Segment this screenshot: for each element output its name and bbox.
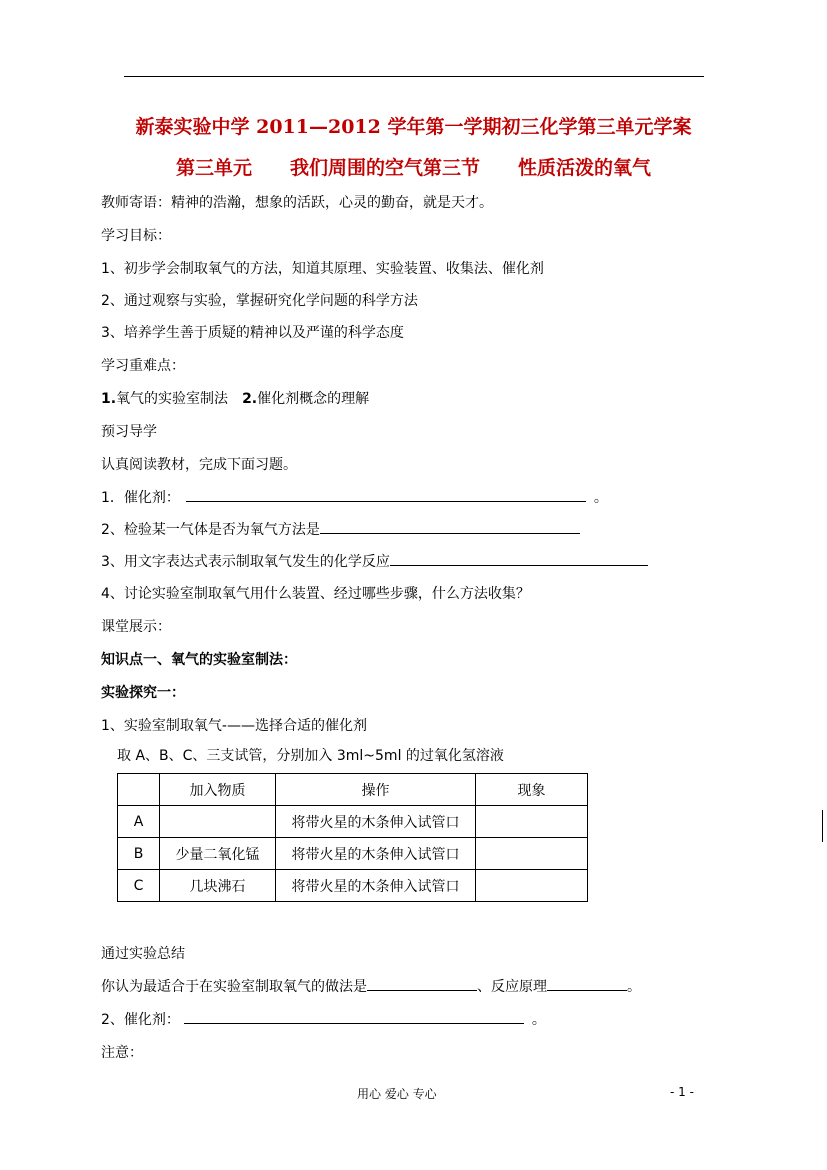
summary-part-c: 。 <box>627 979 641 995</box>
table-cell <box>476 870 588 902</box>
difficulty-num-2: 2. <box>242 391 258 407</box>
class-heading: 课堂展示： <box>101 619 171 635</box>
table-cell: 将带火星的木条伸入试管口 <box>276 806 476 838</box>
table-cell: C <box>118 870 160 902</box>
table-cell: B <box>118 838 160 870</box>
header-rule <box>124 76 704 77</box>
question-2 <box>101 519 580 540</box>
table-row <box>118 870 588 902</box>
table-cell: 几块沸石 <box>160 870 276 902</box>
answer-blank-catalyst[interactable] <box>184 1009 524 1024</box>
experiment-1-description: 取 A、B、C、三支试管，分别加入 3ml~5ml 的过氧化氢溶液 <box>117 748 504 764</box>
document-title: 新泰实验中学 2011—2012 学年第一学期初三化学第三单元学案 <box>135 116 692 138</box>
answer-blank-method[interactable] <box>367 976 477 991</box>
section-title: 第三单元 我们周围的空气第三节 性质活泼的氧气 <box>175 157 651 179</box>
preview-intro: 认真阅读教材，完成下面习题。 <box>101 457 297 473</box>
table-cell: 将带火星的木条伸入试管口 <box>276 870 476 902</box>
catalyst-label: 2、催化剂： <box>101 1012 180 1028</box>
goal-2: 2、通过观察与实验，掌握研究化学问题的科学方法 <box>101 293 418 309</box>
question-4: 4、讨论实验室制取氧气用什么装置、经过哪些步骤，什么方法收集？ <box>101 586 530 602</box>
answer-blank-2[interactable] <box>320 519 580 534</box>
catalyst-question <box>101 1009 546 1030</box>
difficulty-heading: 学习重难点： <box>101 358 185 374</box>
summary-part-b: 、反应原理 <box>477 979 547 995</box>
experiment-1-heading: 实验探究一： <box>101 685 185 701</box>
table-header-row <box>118 774 588 806</box>
question-1-end: 。 <box>593 490 608 506</box>
table-header-cell: 操作 <box>276 774 476 806</box>
note-heading: 注意： <box>101 1045 143 1061</box>
question-2-label: 2、检验某一气体是否为氧气方法是 <box>101 522 320 538</box>
summary-part-a: 你认为最适合于在实验室制取氧气的做法是 <box>101 979 367 995</box>
difficulty-points <box>101 389 369 409</box>
table-cell <box>476 838 588 870</box>
catalyst-end: 。 <box>531 1012 546 1028</box>
page-number: - 1 - <box>670 1085 694 1099</box>
knowledge-point-1: 知识点一、氧气的实验室制法： <box>101 652 297 668</box>
experiment-table <box>117 773 588 902</box>
question-3-label: 3、用文字表达式表示制取氧气发生的化学反应 <box>101 554 390 570</box>
table-header-cell <box>118 774 160 806</box>
table-header-cell: 现象 <box>476 774 588 806</box>
preview-heading: 预习导学 <box>101 424 157 440</box>
summary-heading: 通过实验总结 <box>101 946 185 962</box>
table-cell: 将带火星的木条伸入试管口 <box>276 838 476 870</box>
difficulty-item-2: 催化剂概念的理解 <box>257 391 370 407</box>
table-row <box>118 838 588 870</box>
question-1-label: 1．催化剂： <box>101 490 180 506</box>
difficulty-item-1: 氧气的实验室制法 <box>116 391 243 407</box>
table-cell: A <box>118 806 160 838</box>
goal-1: 1、初步学会制取氧气的方法，知道其原理、实验装置、收集法、催化剂 <box>101 261 544 277</box>
answer-blank-principle[interactable] <box>547 976 627 991</box>
table-row <box>118 806 588 838</box>
goal-3: 3、培养学生善于质疑的精神以及严谨的科学态度 <box>101 325 404 341</box>
footer-motto: 用心 爱心 专心 <box>357 1087 437 1101</box>
answer-blank-1[interactable] <box>186 487 586 502</box>
table-header-cell: 加入物质 <box>160 774 276 806</box>
margin-mark <box>822 810 824 842</box>
question-3 <box>101 551 648 572</box>
experiment-1-item: 1、实验室制取氧气-——选择合适的催化剂 <box>101 718 367 734</box>
summary-question <box>101 976 641 997</box>
difficulty-num-1: 1. <box>101 391 117 407</box>
answer-blank-3[interactable] <box>390 551 648 566</box>
table-cell <box>476 806 588 838</box>
table-cell <box>160 806 276 838</box>
table-cell: 少量二氧化锰 <box>160 838 276 870</box>
goals-heading: 学习目标： <box>101 228 171 244</box>
teacher-motto: 教师寄语：精神的浩瀚，想象的活跃，心灵的勤奋，就是天才。 <box>101 195 493 211</box>
question-1 <box>101 487 608 508</box>
